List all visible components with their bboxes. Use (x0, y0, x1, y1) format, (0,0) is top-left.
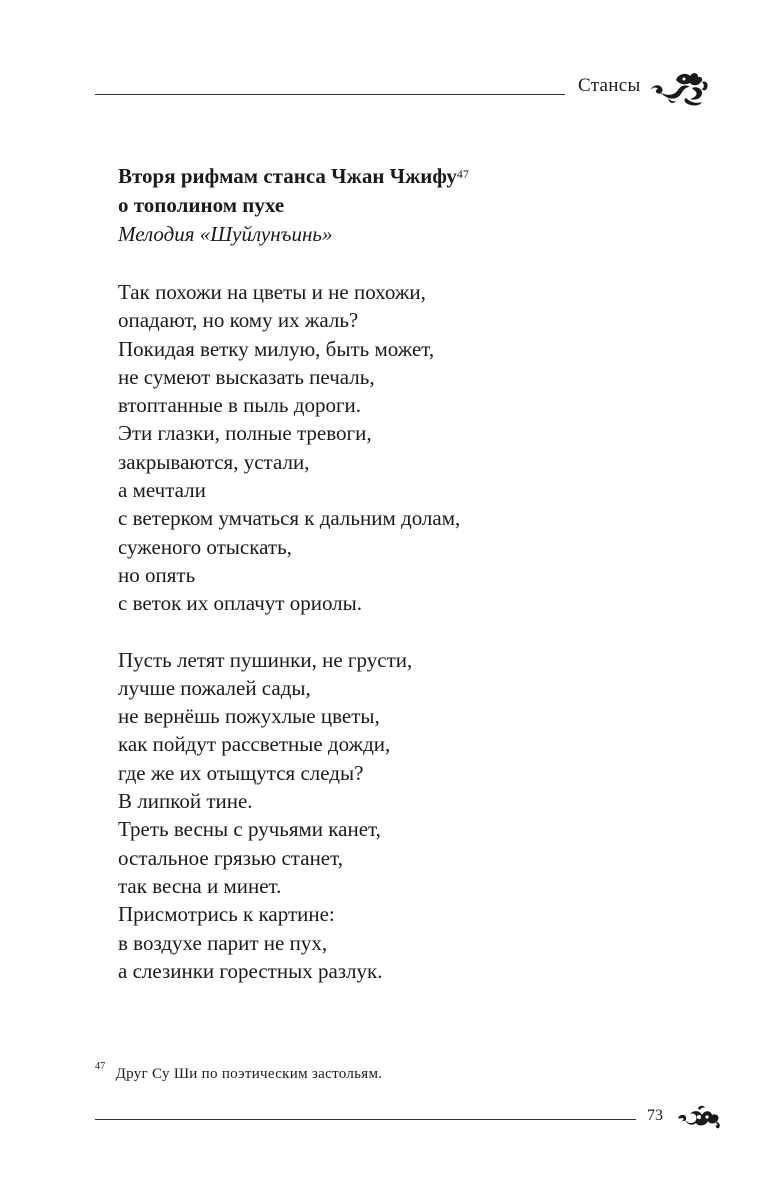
poem-line: но опять (118, 562, 196, 587)
poem-line: лучше пожалей сады, (118, 675, 311, 700)
poem-line: а мечтали (118, 478, 206, 503)
poem-line: Эти глазки, полные тревоги, (118, 421, 372, 446)
poem-line: Присмотрись к картине: (118, 902, 335, 927)
poem-line: остальное грязью станет, (118, 845, 343, 870)
poem-title-line-1: Вторя рифмам станса Чжан Чжифу (118, 164, 457, 188)
poem-line: опадают, но кому их жаль? (118, 308, 359, 333)
poem-line: в воздухе парит не пух, (118, 930, 328, 955)
footnote (95, 1061, 383, 1083)
poem-line: не сумеют высказать печаль, (118, 364, 375, 389)
poem-line: В липкой тине. (118, 789, 253, 814)
poem-line: Пусть летят пушинки, не грусти, (118, 647, 413, 672)
poem-line: где же их отыщутся следы? (118, 760, 364, 785)
poem-melody: Мелодия «Шуйлунъинь» (118, 222, 333, 246)
stanza-2 (118, 646, 678, 986)
footnote-text: Друг Су Ши по поэтическим застольям. (115, 1066, 383, 1082)
poem-line: с ветерком умчаться к дальним долам, (118, 506, 461, 531)
poem-line: втоптанные в пыль дороги. (118, 393, 362, 418)
cloud-ornament-icon (676, 1104, 722, 1130)
poem-line: суженого отыскать, (118, 534, 292, 559)
poem-line: Так похожи на цветы и не похожи, (118, 280, 426, 304)
footnote-number: 47 (95, 1061, 106, 1072)
poem-line: так весна и минет. (118, 873, 282, 898)
poem-line: не вернёшь пожухлые цветы, (118, 704, 380, 729)
poem-title (118, 162, 678, 220)
header-rule (95, 94, 565, 95)
dragon-ornament-icon (648, 68, 710, 108)
poem-line: с веток их оплачут ориолы. (118, 591, 363, 616)
stanza-1 (118, 278, 678, 618)
page-number: 73 (647, 1107, 663, 1124)
footnote-reference: 47 (456, 167, 469, 181)
poem-line: Покидая ветку милую, быть может, (118, 336, 435, 361)
footer-rule (95, 1119, 636, 1120)
poem-title-line-2: о тополином пухе (118, 193, 285, 217)
running-head: Стансы (578, 75, 641, 96)
poem-line: как пойдут рассветные дожди, (118, 732, 391, 757)
poem-line: а слезинки горестных разлук. (118, 958, 383, 983)
poem-line: закрываются, устали, (118, 449, 310, 474)
poem-line: Треть весны с ручьями канет, (118, 817, 381, 842)
poem (118, 162, 678, 985)
